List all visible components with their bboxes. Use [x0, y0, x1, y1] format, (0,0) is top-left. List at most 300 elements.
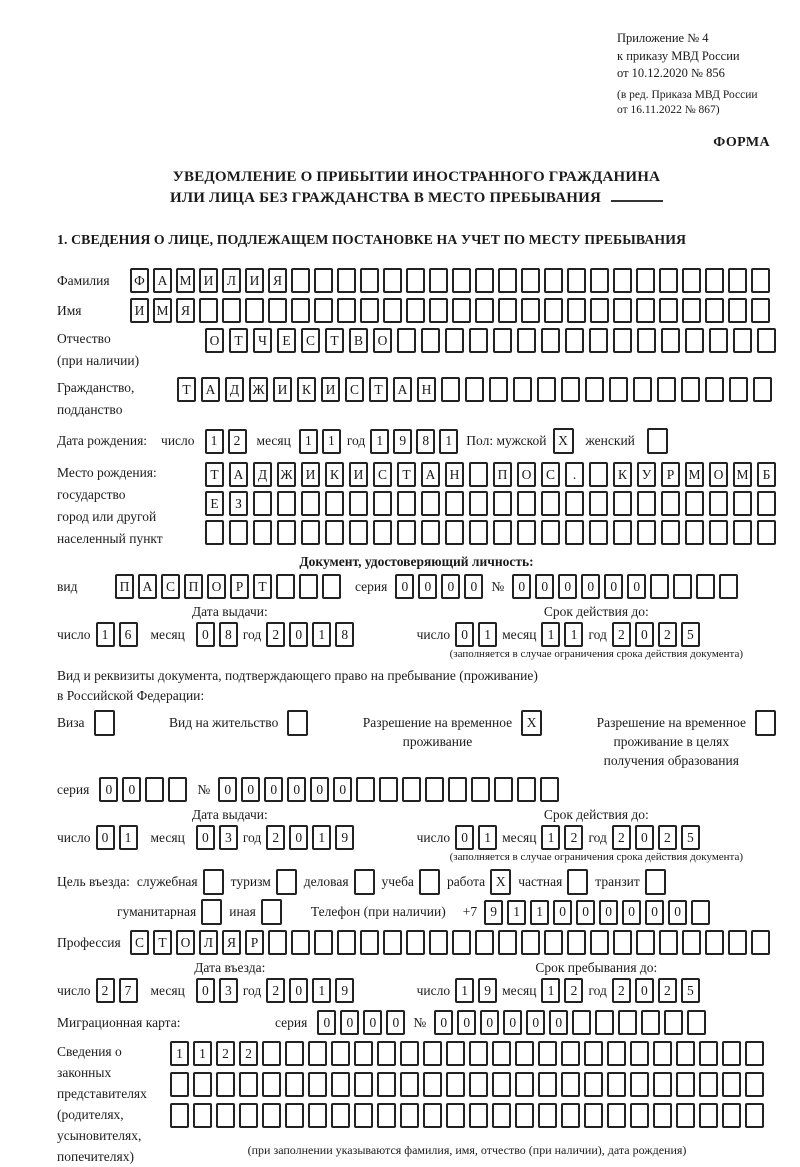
birth-place-char-box[interactable]: О: [517, 462, 536, 487]
rvp-number-box[interactable]: 0: [264, 777, 283, 802]
citizenship-char-box[interactable]: С: [345, 377, 364, 402]
issue-year-box[interactable]: 1: [312, 622, 331, 647]
legal-reps-char-box[interactable]: [630, 1103, 649, 1128]
birth-place-char-box[interactable]: [661, 491, 680, 516]
temp-residence-education-checkbox[interactable]: [755, 710, 776, 736]
doc-type-char-box[interactable]: О: [207, 574, 226, 599]
entry-day-box[interactable]: 7: [119, 978, 138, 1003]
profession-char-box[interactable]: [636, 930, 655, 955]
birth-place-char-box[interactable]: С: [541, 462, 560, 487]
phone-digit-box[interactable]: 0: [599, 900, 618, 925]
name-char-box[interactable]: [498, 298, 517, 323]
valid-year-box[interactable]: 2: [658, 622, 677, 647]
birth-place-char-box[interactable]: .: [565, 462, 584, 487]
name-char-box[interactable]: [705, 298, 724, 323]
citizenship-char-box[interactable]: Д: [225, 377, 244, 402]
name-char-box[interactable]: [751, 298, 770, 323]
citizenship-char-box[interactable]: К: [297, 377, 316, 402]
phone-digit-box[interactable]: 1: [530, 900, 549, 925]
name-char-box[interactable]: [406, 298, 425, 323]
patronymic-char-box[interactable]: [565, 328, 584, 353]
profession-char-box[interactable]: [544, 930, 563, 955]
patronymic-char-box[interactable]: В: [349, 328, 368, 353]
birth-place-char-box[interactable]: [325, 520, 344, 545]
legal-reps-char-box[interactable]: [193, 1103, 212, 1128]
mc-number-box[interactable]: 0: [503, 1010, 522, 1035]
patronymic-char-box[interactable]: С: [301, 328, 320, 353]
citizenship-char-box[interactable]: [585, 377, 604, 402]
rvp-valid-month-box[interactable]: 2: [564, 825, 583, 850]
citizenship-char-box[interactable]: [729, 377, 748, 402]
profession-char-box[interactable]: Л: [199, 930, 218, 955]
legal-reps-char-box[interactable]: [492, 1072, 511, 1097]
birth-place-char-box[interactable]: Ж: [277, 462, 296, 487]
rvp-number-box[interactable]: [540, 777, 559, 802]
legal-reps-char-box[interactable]: [239, 1103, 258, 1128]
rvp-issue-year-box[interactable]: 0: [289, 825, 308, 850]
legal-reps-char-box[interactable]: [561, 1072, 580, 1097]
profession-char-box[interactable]: [659, 930, 678, 955]
rvp-number-box[interactable]: [494, 777, 513, 802]
stay-year-box[interactable]: 2: [612, 978, 631, 1003]
doc-type-char-box[interactable]: С: [161, 574, 180, 599]
birth-place-char-box[interactable]: [229, 520, 248, 545]
birth-place-char-box[interactable]: [493, 491, 512, 516]
birth-day-box[interactable]: 1: [205, 429, 224, 454]
name-char-box[interactable]: [590, 298, 609, 323]
mc-series-box[interactable]: 0: [340, 1010, 359, 1035]
legal-reps-char-box[interactable]: 1: [170, 1041, 189, 1066]
entry-year-box[interactable]: 1: [312, 978, 331, 1003]
purpose-transit-checkbox[interactable]: [645, 869, 666, 895]
birth-place-char-box[interactable]: К: [613, 462, 632, 487]
legal-reps-char-box[interactable]: [492, 1041, 511, 1066]
legal-reps-char-box[interactable]: [699, 1103, 718, 1128]
profession-char-box[interactable]: [406, 930, 425, 955]
legal-reps-char-box[interactable]: [285, 1072, 304, 1097]
patronymic-char-box[interactable]: [589, 328, 608, 353]
birth-place-char-box[interactable]: [277, 491, 296, 516]
rvp-number-box[interactable]: 0: [287, 777, 306, 802]
legal-reps-char-box[interactable]: 1: [193, 1041, 212, 1066]
phone-digit-box[interactable]: 0: [576, 900, 595, 925]
name-char-box[interactable]: [452, 298, 471, 323]
birth-place-char-box[interactable]: [709, 491, 728, 516]
birth-place-char-box[interactable]: Т: [397, 462, 416, 487]
rvp-issue-day-box[interactable]: 0: [96, 825, 115, 850]
legal-reps-char-box[interactable]: [745, 1041, 764, 1066]
name-char-box[interactable]: Я: [176, 298, 195, 323]
birth-place-char-box[interactable]: Т: [205, 462, 224, 487]
male-checkbox[interactable]: X: [553, 428, 574, 454]
patronymic-char-box[interactable]: [421, 328, 440, 353]
birth-place-char-box[interactable]: [517, 491, 536, 516]
profession-char-box[interactable]: [337, 930, 356, 955]
profession-char-box[interactable]: [590, 930, 609, 955]
legal-reps-char-box[interactable]: [515, 1072, 534, 1097]
citizenship-char-box[interactable]: [753, 377, 772, 402]
birth-place-char-box[interactable]: И: [349, 462, 368, 487]
rvp-number-box[interactable]: [517, 777, 536, 802]
purpose-official-checkbox[interactable]: [203, 869, 224, 895]
birth-place-char-box[interactable]: [445, 491, 464, 516]
legal-reps-char-box[interactable]: [630, 1072, 649, 1097]
birth-place-char-box[interactable]: [589, 520, 608, 545]
legal-reps-char-box[interactable]: [285, 1103, 304, 1128]
phone-digit-box[interactable]: 0: [668, 900, 687, 925]
stay-year-box[interactable]: 0: [635, 978, 654, 1003]
surname-char-box[interactable]: [544, 268, 563, 293]
citizenship-char-box[interactable]: [561, 377, 580, 402]
birth-place-char-box[interactable]: [301, 520, 320, 545]
patronymic-char-box[interactable]: [493, 328, 512, 353]
birth-place-char-box[interactable]: П: [493, 462, 512, 487]
doc-series-box[interactable]: 0: [441, 574, 460, 599]
legal-reps-char-box[interactable]: [745, 1072, 764, 1097]
name-char-box[interactable]: [659, 298, 678, 323]
rvp-number-box[interactable]: [356, 777, 375, 802]
doc-number-box[interactable]: [673, 574, 692, 599]
temp-residence-checkbox[interactable]: X: [521, 710, 542, 736]
profession-char-box[interactable]: О: [176, 930, 195, 955]
entry-month-box[interactable]: 0: [196, 978, 215, 1003]
purpose-work-checkbox[interactable]: X: [490, 869, 511, 895]
rvp-number-box[interactable]: 0: [241, 777, 260, 802]
patronymic-char-box[interactable]: О: [373, 328, 392, 353]
surname-char-box[interactable]: И: [199, 268, 218, 293]
stay-day-box[interactable]: 9: [478, 978, 497, 1003]
name-char-box[interactable]: [636, 298, 655, 323]
birth-place-char-box[interactable]: З: [229, 491, 248, 516]
citizenship-char-box[interactable]: [465, 377, 484, 402]
doc-number-box[interactable]: 0: [581, 574, 600, 599]
entry-year-box[interactable]: 0: [289, 978, 308, 1003]
doc-number-box[interactable]: 0: [627, 574, 646, 599]
birth-place-char-box[interactable]: [397, 491, 416, 516]
legal-reps-char-box[interactable]: [676, 1103, 695, 1128]
issue-day-box[interactable]: 6: [119, 622, 138, 647]
legal-reps-char-box[interactable]: [400, 1041, 419, 1066]
citizenship-char-box[interactable]: Н: [417, 377, 436, 402]
legal-reps-char-box[interactable]: [653, 1072, 672, 1097]
birth-place-char-box[interactable]: [253, 491, 272, 516]
doc-type-char-box[interactable]: П: [184, 574, 203, 599]
legal-reps-char-box[interactable]: [469, 1041, 488, 1066]
profession-char-box[interactable]: [613, 930, 632, 955]
patronymic-char-box[interactable]: Т: [229, 328, 248, 353]
profession-char-box[interactable]: [751, 930, 770, 955]
surname-char-box[interactable]: [728, 268, 747, 293]
doc-number-box[interactable]: [696, 574, 715, 599]
patronymic-char-box[interactable]: [661, 328, 680, 353]
rvp-series-box[interactable]: 0: [99, 777, 118, 802]
patronymic-char-box[interactable]: [757, 328, 776, 353]
rvp-valid-day-box[interactable]: 1: [478, 825, 497, 850]
doc-number-box[interactable]: 0: [512, 574, 531, 599]
name-char-box[interactable]: [429, 298, 448, 323]
legal-reps-char-box[interactable]: [216, 1103, 235, 1128]
mc-number-box[interactable]: 0: [480, 1010, 499, 1035]
doc-number-box[interactable]: 0: [558, 574, 577, 599]
citizenship-char-box[interactable]: [681, 377, 700, 402]
rvp-issue-year-box[interactable]: 1: [312, 825, 331, 850]
profession-char-box[interactable]: Т: [153, 930, 172, 955]
birth-place-char-box[interactable]: У: [637, 462, 656, 487]
birth-place-char-box[interactable]: [349, 491, 368, 516]
birth-month-box[interactable]: 1: [322, 429, 341, 454]
profession-char-box[interactable]: [498, 930, 517, 955]
stay-year-box[interactable]: 5: [681, 978, 700, 1003]
profession-char-box[interactable]: [360, 930, 379, 955]
rvp-valid-month-box[interactable]: 1: [541, 825, 560, 850]
entry-day-box[interactable]: 2: [96, 978, 115, 1003]
profession-char-box[interactable]: [475, 930, 494, 955]
citizenship-char-box[interactable]: Ж: [249, 377, 268, 402]
legal-reps-char-box[interactable]: [676, 1041, 695, 1066]
doc-type-char-box[interactable]: [276, 574, 295, 599]
surname-char-box[interactable]: [406, 268, 425, 293]
birth-place-char-box[interactable]: [613, 520, 632, 545]
birth-place-char-box[interactable]: О: [709, 462, 728, 487]
surname-char-box[interactable]: Л: [222, 268, 241, 293]
legal-reps-char-box[interactable]: 2: [216, 1041, 235, 1066]
stay-month-box[interactable]: 2: [564, 978, 583, 1003]
rvp-valid-year-box[interactable]: 0: [635, 825, 654, 850]
mc-number-box[interactable]: 0: [526, 1010, 545, 1035]
profession-char-box[interactable]: [452, 930, 471, 955]
patronymic-char-box[interactable]: Е: [277, 328, 296, 353]
profession-char-box[interactable]: [314, 930, 333, 955]
rvp-series-box[interactable]: [145, 777, 164, 802]
legal-reps-char-box[interactable]: [745, 1103, 764, 1128]
profession-char-box[interactable]: [521, 930, 540, 955]
legal-reps-char-box[interactable]: [538, 1041, 557, 1066]
surname-char-box[interactable]: [452, 268, 471, 293]
birth-place-char-box[interactable]: [421, 491, 440, 516]
valid-year-box[interactable]: 2: [612, 622, 631, 647]
phone-digit-box[interactable]: 0: [622, 900, 641, 925]
legal-reps-char-box[interactable]: [308, 1103, 327, 1128]
legal-reps-char-box[interactable]: [170, 1103, 189, 1128]
birth-year-box[interactable]: 9: [393, 429, 412, 454]
birth-place-char-box[interactable]: [493, 520, 512, 545]
mc-series-box[interactable]: 0: [317, 1010, 336, 1035]
birth-place-char-box[interactable]: [565, 491, 584, 516]
birth-place-char-box[interactable]: [445, 520, 464, 545]
rvp-number-box[interactable]: [471, 777, 490, 802]
mc-number-box[interactable]: [618, 1010, 637, 1035]
citizenship-char-box[interactable]: [609, 377, 628, 402]
profession-char-box[interactable]: Р: [245, 930, 264, 955]
birth-place-char-box[interactable]: [253, 520, 272, 545]
purpose-business-checkbox[interactable]: [354, 869, 375, 895]
birth-place-char-box[interactable]: [325, 491, 344, 516]
legal-reps-char-box[interactable]: [446, 1041, 465, 1066]
legal-reps-char-box[interactable]: [354, 1103, 373, 1128]
legal-reps-char-box[interactable]: [446, 1072, 465, 1097]
patronymic-char-box[interactable]: Ч: [253, 328, 272, 353]
birth-place-char-box[interactable]: [637, 520, 656, 545]
mc-number-box[interactable]: [664, 1010, 683, 1035]
issue-year-box[interactable]: 0: [289, 622, 308, 647]
birth-place-char-box[interactable]: Б: [757, 462, 776, 487]
legal-reps-char-box[interactable]: [331, 1103, 350, 1128]
birth-place-char-box[interactable]: К: [325, 462, 344, 487]
valid-month-box[interactable]: 1: [541, 622, 560, 647]
birth-place-char-box[interactable]: [421, 520, 440, 545]
legal-reps-char-box[interactable]: [469, 1072, 488, 1097]
mc-number-box[interactable]: [595, 1010, 614, 1035]
birth-place-char-box[interactable]: [517, 520, 536, 545]
birth-month-box[interactable]: 1: [299, 429, 318, 454]
birth-place-char-box[interactable]: Д: [253, 462, 272, 487]
legal-reps-char-box[interactable]: [607, 1103, 626, 1128]
citizenship-char-box[interactable]: И: [273, 377, 292, 402]
birth-place-char-box[interactable]: Р: [661, 462, 680, 487]
name-char-box[interactable]: [475, 298, 494, 323]
legal-reps-char-box[interactable]: [722, 1041, 741, 1066]
issue-month-box[interactable]: 0: [196, 622, 215, 647]
legal-reps-char-box[interactable]: [262, 1041, 281, 1066]
doc-type-char-box[interactable]: [322, 574, 341, 599]
name-char-box[interactable]: М: [153, 298, 172, 323]
birth-place-char-box[interactable]: [301, 491, 320, 516]
purpose-tourism-checkbox[interactable]: [276, 869, 297, 895]
name-char-box[interactable]: [360, 298, 379, 323]
legal-reps-char-box[interactable]: [354, 1041, 373, 1066]
surname-char-box[interactable]: [636, 268, 655, 293]
birth-place-char-box[interactable]: [469, 491, 488, 516]
birth-place-char-box[interactable]: [733, 491, 752, 516]
birth-place-char-box[interactable]: [613, 491, 632, 516]
rvp-valid-day-box[interactable]: 0: [455, 825, 474, 850]
rvp-number-box[interactable]: [379, 777, 398, 802]
legal-reps-char-box[interactable]: [699, 1072, 718, 1097]
birth-place-char-box[interactable]: [541, 520, 560, 545]
profession-char-box[interactable]: С: [130, 930, 149, 955]
patronymic-char-box[interactable]: [637, 328, 656, 353]
legal-reps-char-box[interactable]: [561, 1041, 580, 1066]
legal-reps-char-box[interactable]: [653, 1041, 672, 1066]
birth-place-char-box[interactable]: [733, 520, 752, 545]
citizenship-char-box[interactable]: [489, 377, 508, 402]
birth-year-box[interactable]: 8: [416, 429, 435, 454]
birth-place-char-box[interactable]: [565, 520, 584, 545]
rvp-number-box[interactable]: 0: [310, 777, 329, 802]
birth-place-char-box[interactable]: [469, 520, 488, 545]
doc-series-box[interactable]: 0: [395, 574, 414, 599]
legal-reps-char-box[interactable]: [331, 1072, 350, 1097]
legal-reps-char-box[interactable]: [262, 1103, 281, 1128]
profession-char-box[interactable]: Я: [222, 930, 241, 955]
citizenship-char-box[interactable]: [657, 377, 676, 402]
birth-place-char-box[interactable]: [373, 491, 392, 516]
name-char-box[interactable]: [613, 298, 632, 323]
entry-year-box[interactable]: 2: [266, 978, 285, 1003]
birth-place-char-box[interactable]: М: [685, 462, 704, 487]
surname-char-box[interactable]: Я: [268, 268, 287, 293]
patronymic-char-box[interactable]: О: [205, 328, 224, 353]
birth-place-char-box[interactable]: А: [229, 462, 248, 487]
surname-char-box[interactable]: [314, 268, 333, 293]
legal-reps-char-box[interactable]: [630, 1041, 649, 1066]
patronymic-char-box[interactable]: [445, 328, 464, 353]
name-char-box[interactable]: [728, 298, 747, 323]
purpose-private-checkbox[interactable]: [567, 869, 588, 895]
birth-place-char-box[interactable]: [397, 520, 416, 545]
name-char-box[interactable]: [268, 298, 287, 323]
legal-reps-char-box[interactable]: [377, 1072, 396, 1097]
citizenship-char-box[interactable]: [633, 377, 652, 402]
citizenship-char-box[interactable]: И: [321, 377, 340, 402]
name-char-box[interactable]: [199, 298, 218, 323]
profession-char-box[interactable]: [268, 930, 287, 955]
legal-reps-char-box[interactable]: [193, 1072, 212, 1097]
rvp-issue-year-box[interactable]: 9: [335, 825, 354, 850]
legal-reps-char-box[interactable]: 2: [239, 1041, 258, 1066]
citizenship-char-box[interactable]: [513, 377, 532, 402]
purpose-other-checkbox[interactable]: [261, 899, 282, 925]
legal-reps-char-box[interactable]: [607, 1041, 626, 1066]
legal-reps-char-box[interactable]: [469, 1103, 488, 1128]
legal-reps-char-box[interactable]: [676, 1072, 695, 1097]
birth-place-char-box[interactable]: [469, 462, 488, 487]
surname-char-box[interactable]: Ф: [130, 268, 149, 293]
legal-reps-char-box[interactable]: [515, 1041, 534, 1066]
issue-year-box[interactable]: 2: [266, 622, 285, 647]
birth-place-char-box[interactable]: И: [301, 462, 320, 487]
citizenship-char-box[interactable]: А: [201, 377, 220, 402]
name-char-box[interactable]: [222, 298, 241, 323]
birth-place-char-box[interactable]: [757, 491, 776, 516]
name-char-box[interactable]: [314, 298, 333, 323]
legal-reps-char-box[interactable]: [423, 1103, 442, 1128]
surname-char-box[interactable]: [567, 268, 586, 293]
stay-day-box[interactable]: 1: [455, 978, 474, 1003]
mc-number-box[interactable]: 0: [457, 1010, 476, 1035]
birth-place-char-box[interactable]: [637, 491, 656, 516]
name-char-box[interactable]: [383, 298, 402, 323]
profession-char-box[interactable]: [705, 930, 724, 955]
patronymic-char-box[interactable]: [613, 328, 632, 353]
purpose-humanitarian-checkbox[interactable]: [201, 899, 222, 925]
citizenship-char-box[interactable]: А: [393, 377, 412, 402]
patronymic-char-box[interactable]: [541, 328, 560, 353]
legal-reps-char-box[interactable]: [538, 1103, 557, 1128]
doc-number-box[interactable]: [650, 574, 669, 599]
name-char-box[interactable]: [245, 298, 264, 323]
issue-day-box[interactable]: 1: [96, 622, 115, 647]
birth-place-char-box[interactable]: [661, 520, 680, 545]
legal-reps-char-box[interactable]: [308, 1041, 327, 1066]
rvp-series-box[interactable]: 0: [122, 777, 141, 802]
legal-reps-char-box[interactable]: [538, 1072, 557, 1097]
legal-reps-char-box[interactable]: [607, 1072, 626, 1097]
phone-digit-box[interactable]: 0: [553, 900, 572, 925]
surname-char-box[interactable]: [291, 268, 310, 293]
profession-char-box[interactable]: [383, 930, 402, 955]
surname-char-box[interactable]: [383, 268, 402, 293]
surname-char-box[interactable]: [498, 268, 517, 293]
birth-year-box[interactable]: 1: [439, 429, 458, 454]
phone-digit-box[interactable]: 9: [484, 900, 503, 925]
issue-month-box[interactable]: 8: [219, 622, 238, 647]
surname-char-box[interactable]: М: [176, 268, 195, 293]
surname-char-box[interactable]: [590, 268, 609, 293]
birth-place-char-box[interactable]: А: [421, 462, 440, 487]
legal-reps-char-box[interactable]: [239, 1072, 258, 1097]
valid-year-box[interactable]: 5: [681, 622, 700, 647]
